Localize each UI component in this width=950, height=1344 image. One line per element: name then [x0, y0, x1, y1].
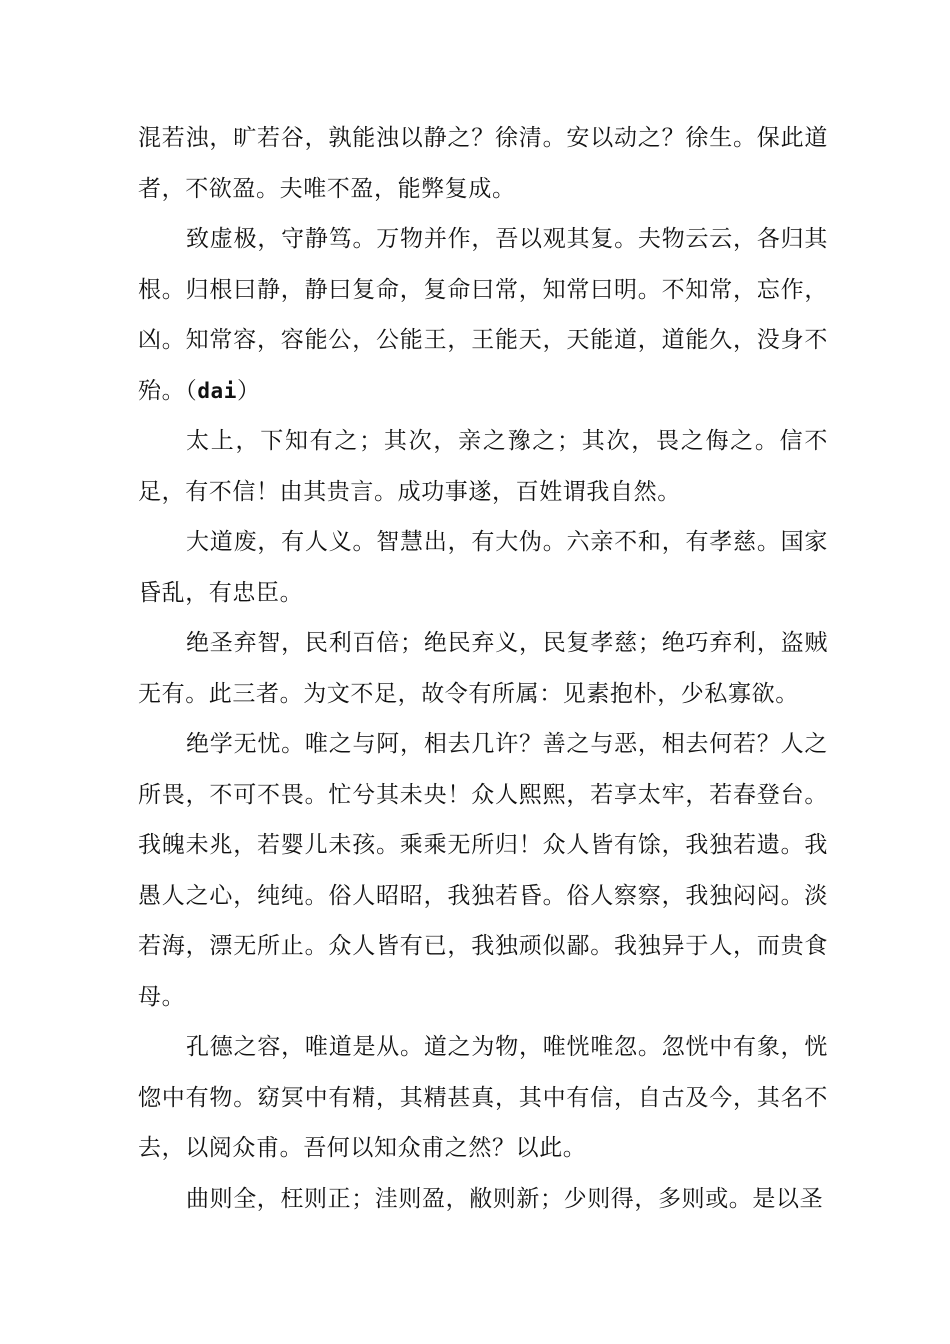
paragraph-8: 曲则全，枉则正；洼则盈，敝则新；少则得，多则或。是以圣: [186, 1185, 824, 1212]
pronunciation-note: dai: [197, 378, 238, 403]
paragraph-4: 大道废，有人义。智慧出，有大伪。六亲不和，有孝慈。国家昏乱，有忠臣。: [138, 529, 828, 606]
paragraph-2-close: ）: [237, 377, 261, 404]
paragraph-7: 孔德之容，唯道是从。道之为物，唯恍唯忽。忽恍中有象，恍惚中有物。窈冥中有精，其精甚真，其中有信，自古及今，其名不去，以阅众甫。吾何以知众甫之然？以此。: [138, 1034, 828, 1161]
paragraph-5: 绝圣弃智，民利百倍；绝民弃义，民复孝慈；绝巧弃利，盗贼无有。此三者。为文不足，故令有所属：见素抱朴，少私寡欲。: [138, 630, 828, 707]
paragraph-2: [138, 214, 828, 416]
paragraph-6: 绝学无忧。唯之与阿，相去几许？善之与恶，相去何若？人之所畏，不可不畏。忙兮其未央！众人熙熙，若享太牢，若春登台。我魄未兆，若婴儿未孩。乘乘无所归！众人皆有馀，我独若遗。我愚人之心，纯纯。俗人昭昭，我独若昏。俗人察察，我独闷闷。淡若海，漂无所止。众人皆有已，我独顽似鄙。我独异于人，而贵食母。: [138, 731, 828, 1010]
paragraph-2-text: 致虚极，守静笃。万物并作，吾以观其复。夫物云云，各归其根。归根曰静，静曰复命，复命曰常，知常曰明。不知常，忘作，凶。知常容，容能公，公能王，王能天，天能道，道能久，没身不殆。（: [138, 226, 828, 404]
body-text: [138, 113, 828, 1224]
paragraph-1: 混若浊，旷若谷，孰能浊以静之？徐清。安以动之？徐生。保此道者，不欲盈。夫唯不盈，能弊复成。: [138, 125, 828, 202]
paragraph-3: 太上，下知有之；其次，亲之豫之；其次，畏之侮之。信不足，有不信！由其贵言。成功事遂，百姓谓我自然。: [138, 428, 828, 505]
